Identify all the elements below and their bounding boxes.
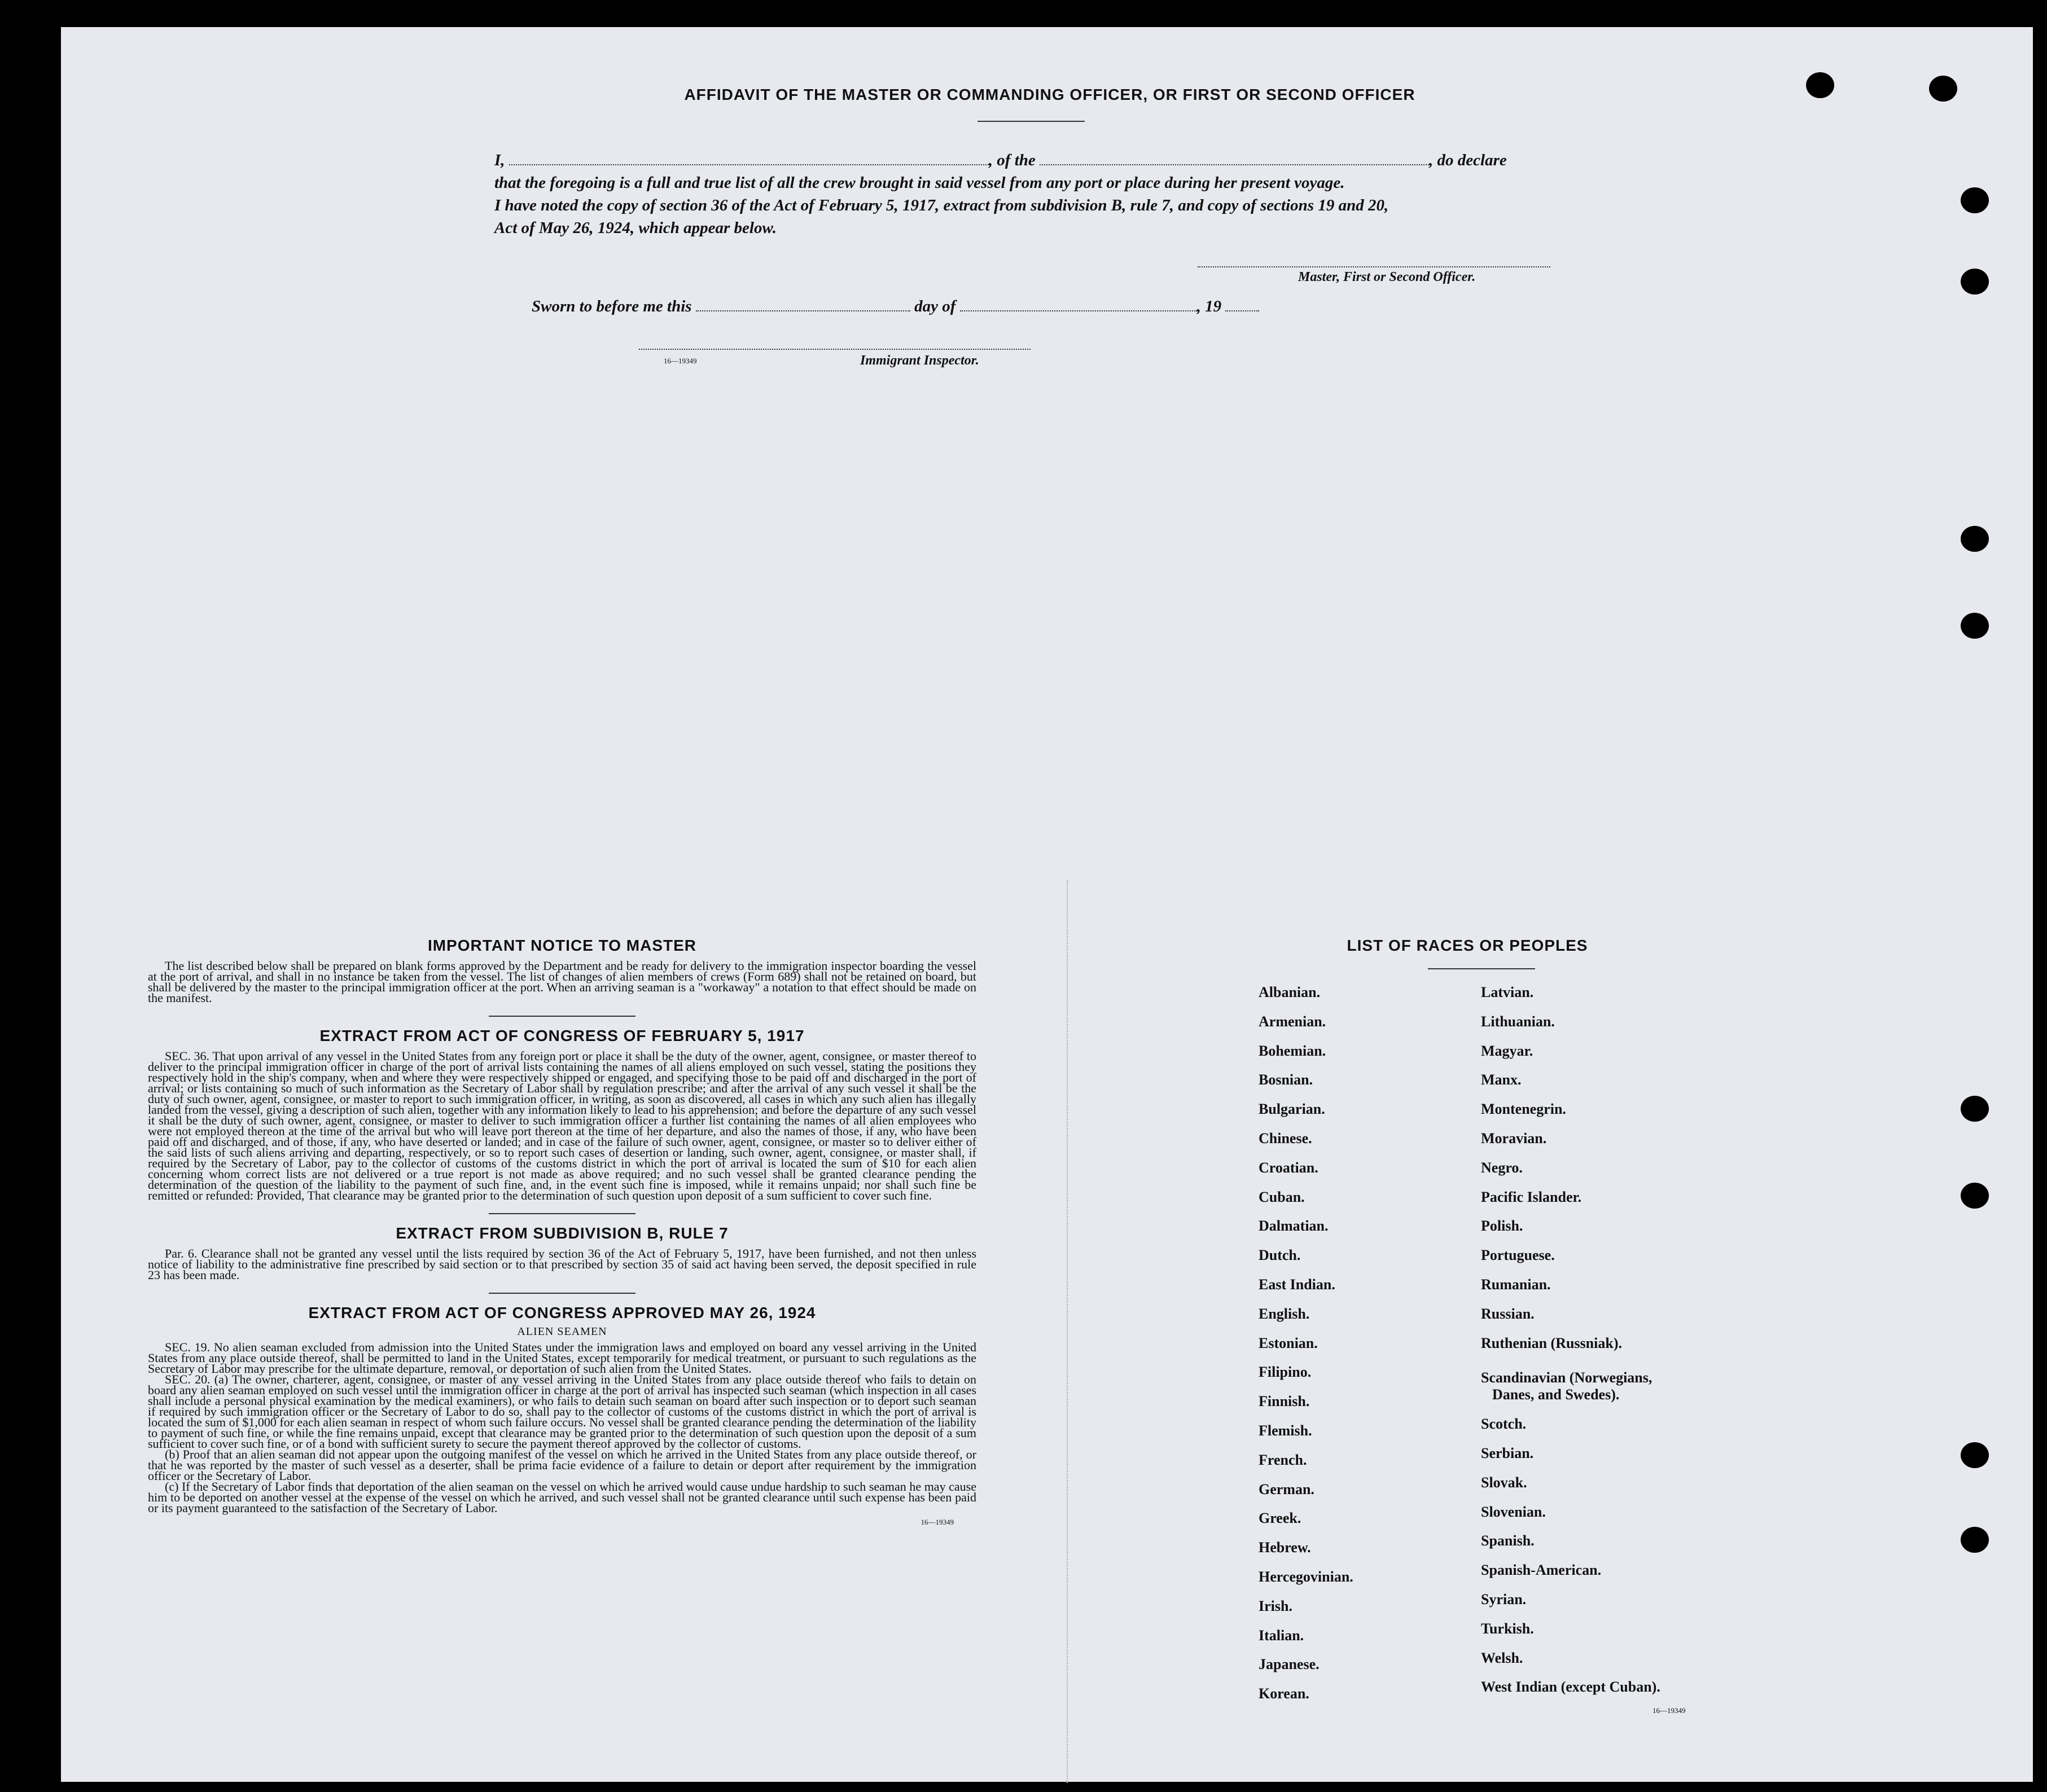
extract-1917-title: EXTRACT FROM ACT OF CONGRESS OF FEBRUARY 5, 1917: [319, 1027, 805, 1044]
races-title: LIST OF RACES OR PEOPLES: [1347, 937, 1588, 954]
race-item: German.: [1259, 1481, 1314, 1497]
name-field[interactable]: [509, 150, 989, 165]
extract-b7-text: Par. 6. Clearance shall not be granted any vessel until the lists required by section 36 of the Act of February 5, 1917, have been furnished, and not then unless notice of liability to the administrative fine prescribed by said section or to that prescribed by section 35 of said act having been served, the deposit specified in rule 23 has been made.: [148, 1246, 976, 1282]
race-item: Slovenian.: [1481, 1503, 1546, 1520]
inspector-signature-line[interactable]: [639, 349, 1031, 350]
race-item: Italian.: [1259, 1627, 1304, 1644]
race-item: Manx.: [1481, 1071, 1522, 1088]
race-item: Chinese.: [1259, 1130, 1312, 1147]
punch-hole-icon: [1961, 1183, 1989, 1209]
race-item: Welsh.: [1481, 1649, 1523, 1666]
race-item: Bulgarian.: [1259, 1101, 1325, 1118]
sworn-day-field[interactable]: [696, 296, 910, 311]
sec20b-text: (b) Proof that an alien seaman did not appear upon the outgoing manifest of the vessel on which he arrived in the United States from any place outside thereof, or that he was reported by the master of such vessel as a deserter, shall be prima facie evidence of a failure to detain or deport after requirement by the immigration officer or the Secretary of Labor.: [148, 1447, 976, 1483]
punch-hole-icon: [1961, 613, 1989, 639]
declaration-line-1: I, , of the , do declare: [494, 149, 1584, 172]
race-item: Ruthenian (Russniak).: [1481, 1334, 1622, 1351]
sworn-line: Sworn to before me this day of , 19: [532, 296, 1259, 316]
declaration-line-3: I have noted the copy of section 36 of the Act of February 5, 1917, extract from subdivision B, rule 7, and copy of sections 19 and 20,: [494, 196, 1389, 214]
race-item: Hebrew.: [1259, 1539, 1311, 1556]
race-item: Polish.: [1481, 1218, 1523, 1235]
race-item: East Indian.: [1259, 1276, 1335, 1293]
sec19-text: SEC. 19. No alien seaman excluded from admission into the United States under the immigration laws and employed on board any vessel arriving in the United States from any place outside thereof, shall be permitted to land in the United States, except temporarily for medical treatment, or pursuant to such regulations as the Secretary of Labor may prescribe for the ultimate departure, removal, or deportation of such alien from the United States.: [148, 1340, 976, 1376]
extract-1917-text: SEC. 36. That upon arrival of any vessel in the United States from any foreign port or place it shall be the duty of the owner, agent, consignee, or master thereof to deliver to the principal immigration officer in charge of the port of arrival lists containing the names of all aliens employed on such vessel, stating the positions they respectively hold in the ship's company, when and where they were respectively shipped or engaged, and specifying those to be paid off and discharged in the port of arrival; or lists containing so much of such information as the Secretary of Labor shall by regulation prescribe; and after the arrival of any such vessel it shall be the duty of such owner, agent, consignee, or master to report to such immigration officer, in writing, as soon as discovered, all cases in which any such alien has illegally landed from the vessel, giving a description of such alien, together with any information likely to lead to his apprehension; and before the departure of any such vessel it shall be the duty of such owner, agent, consignee, or master to deliver to such immigration officer a further list containing the names of all alien employees who were not employed thereon at the time of the arrival but who will leave port thereon at the time of her departure, and also the names of those, if any, who have been paid off and discharged, and of those, if any, who have deserted or landed; and in case of the failure of such owner, agent, consignee, or master so to deliver either of the said lists of such aliens arriving and departing, respectively, or so to report such cases of desertion or landing, such owner, agent, consignee, or master shall, if required by the Secretary of Labor, pay to the collector of customs of the customs district in which the port of arrival is located the sum of $10 for each alien concerning whom correct lists are not delivered or a true report is not made as above required; and no such vessel shall be granted clearance pending the determination of the question of the liability to the payment of such fine, and, in the event such fine is imposed, while it remains unpaid; nor shall such fine be remitted or refunded: Provided, That clearance may be granted prior to the determination of such question upon deposit of a sum sufficient to cover such fine.: [148, 1049, 976, 1202]
race-item: Serbian.: [1481, 1444, 1534, 1461]
race-item: Flemish.: [1259, 1422, 1312, 1439]
race-item: Dalmatian.: [1259, 1218, 1329, 1235]
race-item: Croatian.: [1259, 1159, 1318, 1176]
race-item: Korean.: [1259, 1685, 1309, 1702]
race-item: Danes, and Swedes).: [1492, 1386, 1620, 1403]
left-column: [148, 937, 976, 1527]
race-item: Scandinavian (Norwegians,: [1481, 1369, 1652, 1386]
race-item: Syrian.: [1481, 1591, 1527, 1607]
race-item: Rumanian.: [1481, 1276, 1551, 1293]
race-item: Hercegovinian.: [1259, 1568, 1353, 1585]
race-item: Turkish.: [1481, 1620, 1534, 1637]
race-item: Slovak.: [1481, 1474, 1527, 1491]
declaration-line-4: Act of May 26, 1924, which appear below.: [494, 219, 777, 237]
punch-hole-icon: [1929, 76, 1957, 102]
vessel-field[interactable]: [1040, 150, 1429, 165]
fold-line: [1067, 880, 1069, 1783]
race-item: Scotch.: [1481, 1416, 1527, 1433]
declaration-line-2: that the foregoing is a full and true list of all the crew brought in said vessel from any port or place during her present voyage.: [494, 174, 1345, 192]
sec20c-text: (c) If the Secretary of Labor finds that deportation of the alien seaman on the vessel on which he arrived would cause undue hardship to such seaman he may cause him to be deported on another vessel at the expense of the vessel on which he arrived, and such vessel shall not be granted clearance until such expense has been paid or its payment guaranteed to the satisfaction of the Secretary of Labor.: [148, 1479, 976, 1515]
race-item: Spanish.: [1481, 1532, 1535, 1549]
extract-1924-title: EXTRACT FROM ACT OF CONGRESS APPROVED MAY 26, 1924: [308, 1304, 816, 1321]
race-item: Negro.: [1481, 1159, 1523, 1176]
race-item: Greek.: [1259, 1510, 1301, 1527]
punch-hole-icon: [1961, 1442, 1989, 1468]
race-item: Estonian.: [1259, 1334, 1318, 1351]
form-number: 16—19349: [921, 1518, 954, 1526]
divider: [489, 1293, 635, 1294]
divider: [1428, 968, 1535, 969]
notice-title: IMPORTANT NOTICE TO MASTER: [427, 937, 697, 954]
master-signature-label: Master, First or Second Officer.: [1298, 270, 1476, 284]
race-item: Pacific Islander.: [1481, 1188, 1582, 1205]
race-item: Dutch.: [1259, 1247, 1301, 1264]
race-item: French.: [1259, 1451, 1307, 1468]
race-item: Bosnian.: [1259, 1071, 1313, 1088]
race-item: Irish.: [1259, 1597, 1292, 1614]
race-item: Armenian.: [1259, 1013, 1326, 1030]
sworn-year-field[interactable]: [1225, 296, 1259, 311]
inspector-label: Immigrant Inspector.: [860, 353, 979, 368]
punch-hole-icon: [1806, 72, 1834, 98]
race-item: Japanese.: [1259, 1656, 1320, 1673]
race-item: Latvian.: [1481, 984, 1534, 1000]
race-item: Montenegrin.: [1481, 1101, 1566, 1118]
race-item: Portuguese.: [1481, 1247, 1555, 1264]
race-item: Albanian.: [1259, 984, 1321, 1000]
affidavit-declaration: [494, 149, 1584, 239]
divider: [978, 121, 1085, 122]
divider: [489, 1213, 635, 1214]
punch-hole-icon: [1961, 187, 1989, 213]
punch-hole-icon: [1961, 269, 1989, 295]
punch-hole-icon: [1961, 1096, 1989, 1122]
race-item: Filipino.: [1259, 1364, 1312, 1381]
extract-b7-title: EXTRACT FROM SUBDIVISION B, RULE 7: [396, 1224, 729, 1242]
sec20a-text: SEC. 20. (a) The owner, charterer, agent, consignee, or master of any vessel arriving in the United States from any place outside thereof who fails to detain on board any alien seaman employed on such vessel until the immigration officer in charge at the port of arrival has inspected such seaman (which inspection in all cases shall include a personal physical examination by the medical examiners), or who fails to detain such seaman on board after such inspection or to deport such seaman if required by such immigration officer or the Secretary of Labor to do so, shall pay to the collector of customs of the customs district in which the port of arrival is located the sum of $1,000 for each alien seaman in respect of whom such failure occurs. No vessel shall be granted clearance pending the determination of the liability to payment of such fine, or while the fine remains unpaid, except that clearance may be granted prior to the determination of such question upon the deposit of a sum sufficient to cover such fine, or of a bond with sufficient surety to secure the payment thereof approved by the collector of customs.: [148, 1372, 976, 1451]
divider: [489, 1016, 635, 1017]
affidavit-title: AFFIDAVIT OF THE MASTER OR COMMANDING OFFICER, OR FIRST OR SECOND OFFICER: [684, 86, 1415, 103]
race-item: English.: [1259, 1305, 1310, 1322]
race-item: Spanish-American.: [1481, 1562, 1602, 1579]
race-item: Moravian.: [1481, 1130, 1547, 1147]
notice-text: The list described below shall be prepared on blank forms approved by the Department and be ready for delivery to the immigration inspector boarding the vessel at the port of arrival, and shall in no instance be taken from the vessel. The list of changes of alien members of crews (Form 689) shall not be retained on board, but shall be delivered by the master to the principal immigration officer at the port. When an arriving seaman is a "workaway" a notation to that effect should be made on the manifest.: [148, 959, 976, 1005]
form-number: 16—19349: [1652, 1706, 1686, 1715]
punch-hole-icon: [1961, 526, 1989, 552]
alien-seamen-subtitle: ALIEN SEAMEN: [517, 1325, 607, 1338]
race-item: Bohemian.: [1259, 1042, 1326, 1059]
races-column-2: [1481, 984, 1660, 1708]
race-item: Finnish.: [1259, 1393, 1310, 1410]
sworn-month-field[interactable]: [960, 296, 1197, 311]
race-item: Cuban.: [1259, 1188, 1305, 1205]
race-item: Magyar.: [1481, 1042, 1533, 1059]
race-item: Russian.: [1481, 1305, 1535, 1322]
races-column-1: [1259, 984, 1353, 1715]
form-number: 16—19349: [664, 357, 697, 365]
race-item: Lithuanian.: [1481, 1013, 1555, 1030]
punch-hole-icon: [1961, 1527, 1989, 1553]
master-signature-line[interactable]: [1198, 266, 1550, 267]
race-item: West Indian (except Cuban).: [1481, 1679, 1660, 1696]
